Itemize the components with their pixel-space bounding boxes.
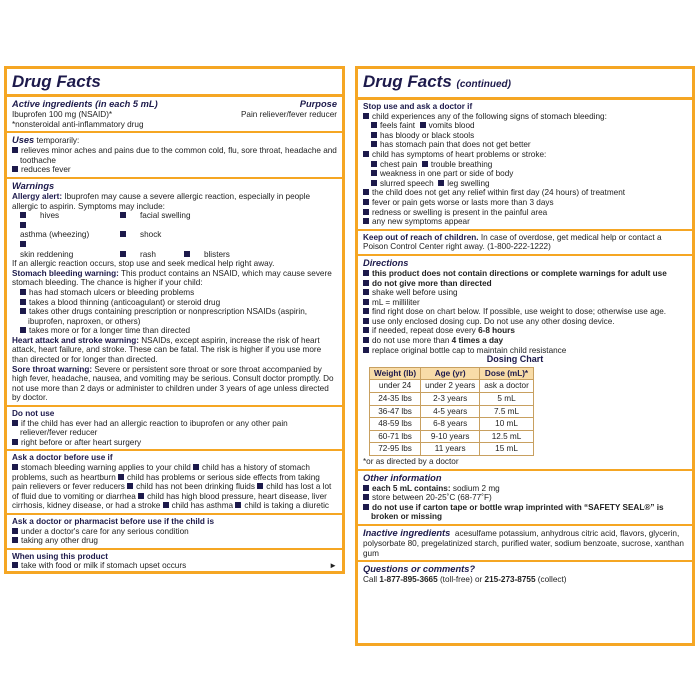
list-item: shake well before using <box>363 288 687 298</box>
footnote: *nonsteroidal anti-inflammatory drug <box>12 119 144 129</box>
list-item: use only enclosed dosing cup. Do not use any other dosing device. <box>363 317 687 327</box>
chart-note: *or as directed by a doctor <box>363 457 459 466</box>
list-item: takes other drugs containing prescription or nonprescription NSAIDs (aspirin, ibuprofen, naproxen, or others) <box>20 307 337 326</box>
warnings-heading: Warnings <box>12 180 55 191</box>
inactive-heading: Inactive ingredients <box>363 527 451 538</box>
table-row: 60-71 lbs 9-10 years 12.5 mL <box>370 430 534 443</box>
table-row: 36-47 lbs 4-5 years 7.5 mL <box>370 405 534 418</box>
questions-section: Questions or comments? Call 1-877-895-3665 (toll-free) or 215-273-8755 (collect) <box>358 560 692 587</box>
list-item: take with food or milk if stomach upset occurs ► <box>12 561 337 571</box>
do-not-use-heading: Do not use <box>12 409 55 419</box>
list-item: takes more or for a longer time than directed <box>20 326 337 336</box>
do-not-use-section <box>7 405 342 449</box>
table-row: 24-35 lbs 2-3 years 5 mL <box>370 393 534 406</box>
table-header: Age (yr) <box>421 367 480 380</box>
ask-pharmacist-section <box>7 513 342 548</box>
list-item: under a doctor's care for any serious condition <box>12 527 337 537</box>
list-item: right before or after heart surgery <box>12 438 337 448</box>
active-ingredients-heading: Active ingredients (in each 5 mL) <box>12 99 158 109</box>
ask-doctor-items: stomach bleeding warning applies to your child child has a history of stomach problems, such as heartburn child has problems or serious side effects from taking pain relievers or fever reducers child has not been drinking fluids child has lost a lot of fluid due to vomiting or diarrhea child has high blood pressure, heart disease, liver cirrhosis, kidney disease, or had a stroke child has asthma child is taking a diuretic <box>12 463 332 511</box>
phone-collect: 215-273-8755 <box>484 575 536 585</box>
dosing-chart <box>369 367 534 456</box>
keep-out-section: Keep out of reach of children. In case of overdose, get medical help or contact a Poison Control Center right away. (1-800-222-1222) <box>358 229 692 254</box>
heart-label: Heart attack and stroke warning: <box>12 335 139 345</box>
directions-heading: Directions <box>363 257 409 268</box>
keep-out-label: Keep out of reach of children. <box>363 232 479 242</box>
other-info-section <box>358 469 692 524</box>
list-item: store between 20-25˚C (68-77˚F) <box>363 493 687 503</box>
table-row: under 24 under 2 years ask a doctor <box>370 380 534 393</box>
warnings-section: Warnings Allergy alert: Ibuprofen may cause a severe allergic reaction, especially in people allergic to aspirin. Symptoms may include: hives facial swelling asthma (wheezing) shock skin reddening rash blisters If an allergic reaction occurs, stop use and seek medical help right away. Stomach bleeding warning: This product contains an NSAID, which may cause severe stomach bleeding. The chance is higher if your child: has had stomach ulcers or bleeding problems takes a blood thinning (anticoagulant) or steroid drug takes other drugs containing prescription or nonprescription NSAIDs (aspirin, ibuprofen, naproxen, or others) takes more or for a longer time than directed Heart attack and stroke warning: NSAIDs, except aspirin, increase the risk of heart attack, heart failure, and stroke. These can be fatal. The risk is higher if you use more than directed or for longer than directed. Sore throat warning: Severe or persistent sore throat or sore throat accompanied by high fever, headache, nausea, and vomiting may be serious. Consult doctor promptly. Do not use more than 2 days or administer to children under 3 years of age unless directed by doctor. <box>7 177 342 405</box>
when-using-section <box>7 548 342 573</box>
ask-doctor-section <box>7 449 342 513</box>
ingredient: Ibuprofen 100 mg (NSAID)* <box>12 110 113 119</box>
stomach-label: Stomach bleeding warning: <box>12 268 119 278</box>
phone-toll-free: 1-877-895-3665 <box>379 575 438 585</box>
drug-facts-continued-panel <box>355 66 695 646</box>
bullet-icon <box>12 166 18 172</box>
list-item: do not use more than 4 times a day <box>363 336 687 346</box>
inactive-section: Inactive ingredients acesulfame potassium, anhydrous citric acid, flavors, glycerin, polysorbate 80, pregelatinized starch, purified water, sodium benzoate, sucrose, xanthan gum <box>358 524 692 560</box>
list-item: do not use if carton tape or bottle wrap imprinted with “SAFETY SEAL®” is broken or missing <box>363 503 687 522</box>
active-ingredients-section <box>7 94 342 131</box>
table-row: 48-59 lbs 6-8 years 10 mL <box>370 418 534 431</box>
allergy-after: If an allergic reaction occurs, stop use and seek medical help right away. <box>12 259 275 269</box>
list-item: find right dose on chart below. If possible, use weight to dose; otherwise use age. <box>363 307 687 317</box>
allergy-text: Ibuprofen may cause a severe allergic reaction, especially in people allergic to aspirin. Symptoms may include: <box>12 191 311 211</box>
continued-label: (continued) <box>456 79 511 90</box>
list-item: any new symptoms appear <box>363 217 687 227</box>
uses-intro: temporarily: <box>36 136 80 146</box>
list-item: taking any other drug <box>12 536 337 546</box>
table-header: Weight (lb) <box>370 367 421 380</box>
symptom-list: hives facial swelling asthma (wheezing) shock skin reddening rash blisters <box>20 211 230 259</box>
list-item: do not give more than directed <box>363 279 687 289</box>
list-item: if the child has ever had an allergic reaction to ibuprofen or any other pain reliever/fever reducer <box>12 419 337 438</box>
list-item: replace original bottle cap to maintain child resistance <box>363 346 687 356</box>
directions-section <box>358 254 692 469</box>
table-row: 72-95 lbs 11 years 15 mL <box>370 443 534 456</box>
continue-arrow-icon: ► <box>329 561 337 571</box>
list-item: takes a blood thinning (anticoagulant) or steroid drug <box>20 298 337 308</box>
allergy-label: Allergy alert: <box>12 191 63 201</box>
stop-use-heading: Stop use and ask a doctor if <box>363 102 473 111</box>
list-item: redness or swelling is present in the painful area <box>363 208 687 218</box>
questions-heading: Questions or comments? <box>363 564 476 575</box>
list-item: mL = milliliter <box>363 298 687 308</box>
ask-pharmacist-heading: Ask a doctor or pharmacist before use if the child is <box>12 516 215 526</box>
list-item: the child does not get any relief within first day (24 hours) of treatment <box>363 188 687 198</box>
purpose-heading: Purpose <box>299 99 337 109</box>
list-item: reduces fever <box>12 165 337 175</box>
dosing-chart-title: Dosing Chart <box>486 354 544 365</box>
stop-use-section: Stop use and ask a doctor if child experiences any of the following signs of stomach bleeding: feels faint vomits blood has bloody or black stools has stomach pain that does not get better child has symptoms of heart problems or stroke: chest pain trouble breathing weakness in one part or side of body slurred speech leg swelling the child does not get any relief within first day (24 hours) of treatment fever or pain gets worse or lasts more than 3 days redness or swelling is present in the painful area any new symptoms appear <box>358 97 692 229</box>
list-item: child has symptoms of heart problems or stroke: <box>363 150 687 160</box>
table-header: Dose (mL)* <box>480 367 534 380</box>
list-item: if needed, repeat dose every 6-8 hours <box>363 326 687 336</box>
sore-throat-label: Sore throat warning: <box>12 364 93 374</box>
drug-facts-panel <box>4 66 345 574</box>
bullet-icon <box>12 147 18 153</box>
purpose: Pain reliever/fever reducer <box>240 110 337 119</box>
other-info-heading: Other information <box>363 472 442 483</box>
uses-section <box>7 131 342 177</box>
list-item: relieves minor aches and pains due to the common cold, flu, sore throat, headache and toothache <box>12 146 337 165</box>
list-item: each 5 mL contains: sodium 2 mg <box>363 484 687 494</box>
panel-title: Drug Facts (continued) <box>363 72 511 91</box>
panel-title: Drug Facts <box>12 72 101 91</box>
list-item: this product does not contain directions or complete warnings for adult use <box>363 269 687 279</box>
when-using-heading: When using this product <box>12 551 108 561</box>
uses-heading: Uses <box>12 135 35 146</box>
list-item: fever or pain gets worse or lasts more than 3 days <box>363 198 687 208</box>
list-item: child experiences any of the following signs of stomach bleeding: <box>363 112 687 122</box>
ask-doctor-heading: Ask a doctor before use if <box>12 453 113 463</box>
list-item: has had stomach ulcers or bleeding problems <box>20 288 337 298</box>
